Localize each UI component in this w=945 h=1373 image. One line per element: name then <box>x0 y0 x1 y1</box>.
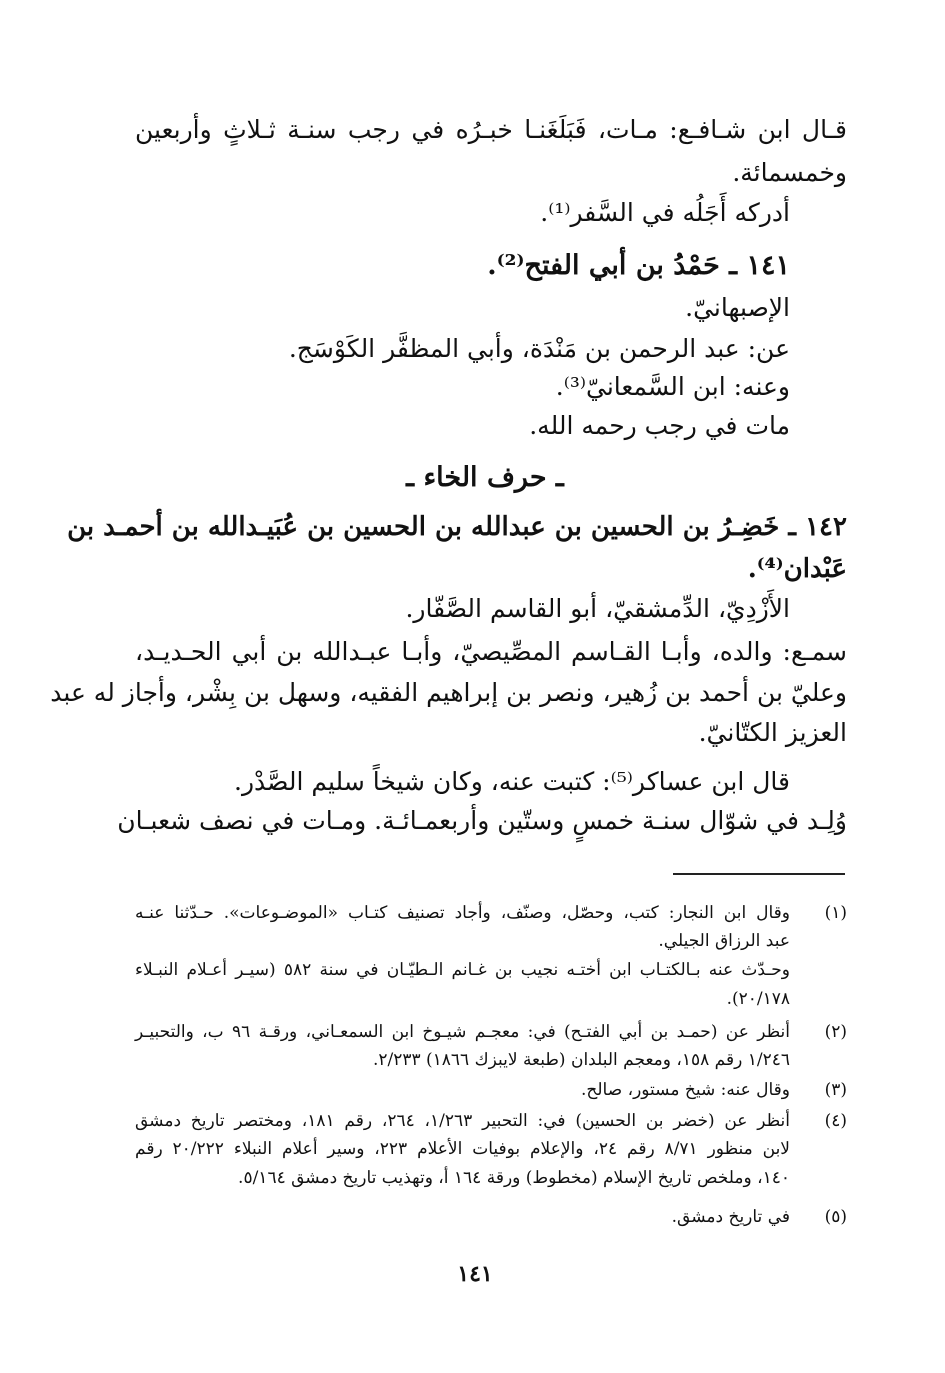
text-line: قال ابن عساكر⁽⁵⁾: كتبت عنه، وكان شيخاً سليم الصَّدْر. <box>234 767 790 796</box>
footnote-number: (٢) <box>824 1022 847 1042</box>
text-line: مات في رجب رحمه الله. <box>529 411 790 440</box>
entry-heading-141: ١٤١ ـ حَمْدُ بن أبي الفتح⁽²⁾. <box>487 250 790 281</box>
footnote-line: عبد الرزاق الجيلي. <box>658 931 790 951</box>
text-line: أدركه أَجَلُه في السَّفر⁽¹⁾. <box>540 198 790 227</box>
footnote-number: (٥) <box>824 1207 847 1227</box>
footnote-line: وحـدّث عنه بـالكتـاب ابن أختـه نجيب بن غـانم الـطيّـان في سنة ٥٨٢ (سيـر أعـلام النبـلاء <box>135 960 791 980</box>
footnote-line: وقال عنه: شيخ مستور، صالح. <box>581 1080 790 1100</box>
footnote-separator <box>673 873 845 875</box>
footnote-number: (٤) <box>824 1111 847 1131</box>
text-line: عَبْدان⁽⁴⁾. <box>747 554 847 584</box>
section-heading: ـ حرف الخاء ـ <box>406 462 564 493</box>
footnote-line: ١/٢٤٦ رقم ١٥٨، ومعجم البلدان (طبعة لايبزك ١٨٦٦) ٢/٢٣٣. <box>372 1050 790 1070</box>
footnote-line: وقال ابن النجار: كتب، وحصّل، وصنّف، وأجاد تصنيف كتـاب «الموضـوعات». حـدّثنا عنـه <box>135 903 790 923</box>
text-line: عن: عبد الرحمن بن مَنْدَة، وأبي المظفَّر الكَوْسَج. <box>288 334 790 363</box>
text-line: العزيز الكتّانيّ. <box>698 718 847 747</box>
footnote-line: لابن منظور ٨/٧١ رقم ٢٤، والإعلام بوفيات الأعلام ٢٢٣، وسير أعلام النبلاء ٢٠/٢٢٢ رقم <box>135 1139 791 1159</box>
entry-heading-142: ١٤٢ ـ خَضِـرُ بن الحسين بن عبدالله بن الحسين بن عُبَيـدالله بن أحمـد بن <box>67 512 847 542</box>
text-line: الإصبهانيّ. <box>685 293 790 322</box>
footnote-line: ٢٠/١٧٨). <box>726 989 790 1009</box>
page-number: ١٤١ <box>457 1261 493 1287</box>
text-line: وعنه: ابن السَّمعانيّ⁽³⁾. <box>555 372 790 401</box>
footnote-line: في تاريخ دمشق. <box>671 1207 790 1227</box>
text-line: قـال ابن شـافـع: مـات، فَبَلَغَنـا خبـرُه في رجب سنـة ثـلاثٍ وأربعين <box>135 115 847 144</box>
text-line: وخمسمائة. <box>732 158 847 187</box>
footnote-line: ١٤٠، وملخص تاريخ الإسلام (مخطوط) ورقة ١٦٤ أ، وتهذيب تاريخ دمشق ٥/١٦٤. <box>238 1168 790 1188</box>
footnote-number: (٣) <box>824 1080 847 1100</box>
text-line: وُلِـد في شوّال سنـة خمسٍ وستّين وأربعمـائـة. ومـات في نصف شعبـان <box>117 806 847 835</box>
text-line: سمـع: والده، وأبـا القـاسم المصِّيصيّ، وأبـا عبـدالله بن أبي الحـديـد، <box>135 637 847 666</box>
footnote-number: (١) <box>824 903 847 923</box>
footnote-line: أنظر عن (خضر بن الحسين) في: التحبير ١/٢٦٣، ٢٦٤، رقم ١٨١، ومختصر تاريخ دمشق <box>135 1111 791 1131</box>
text-line: الأَزْدِيّ، الدِّمشقيّ، أبو القاسم الصَّفّار. <box>405 594 790 623</box>
footnote-line: أنظر عن (حمـد بن أبي الفتـح) في: معجـم شيـوخ ابن السمعـاني، ورقـة ٩٦ ب، والتحبيـر <box>135 1022 790 1042</box>
text-line: وعليّ بن أحمد بن زُهير، ونصر بن إبراهيم الفقيه، وسهل بن بِشْر، وأجاز له عبد <box>50 678 847 707</box>
